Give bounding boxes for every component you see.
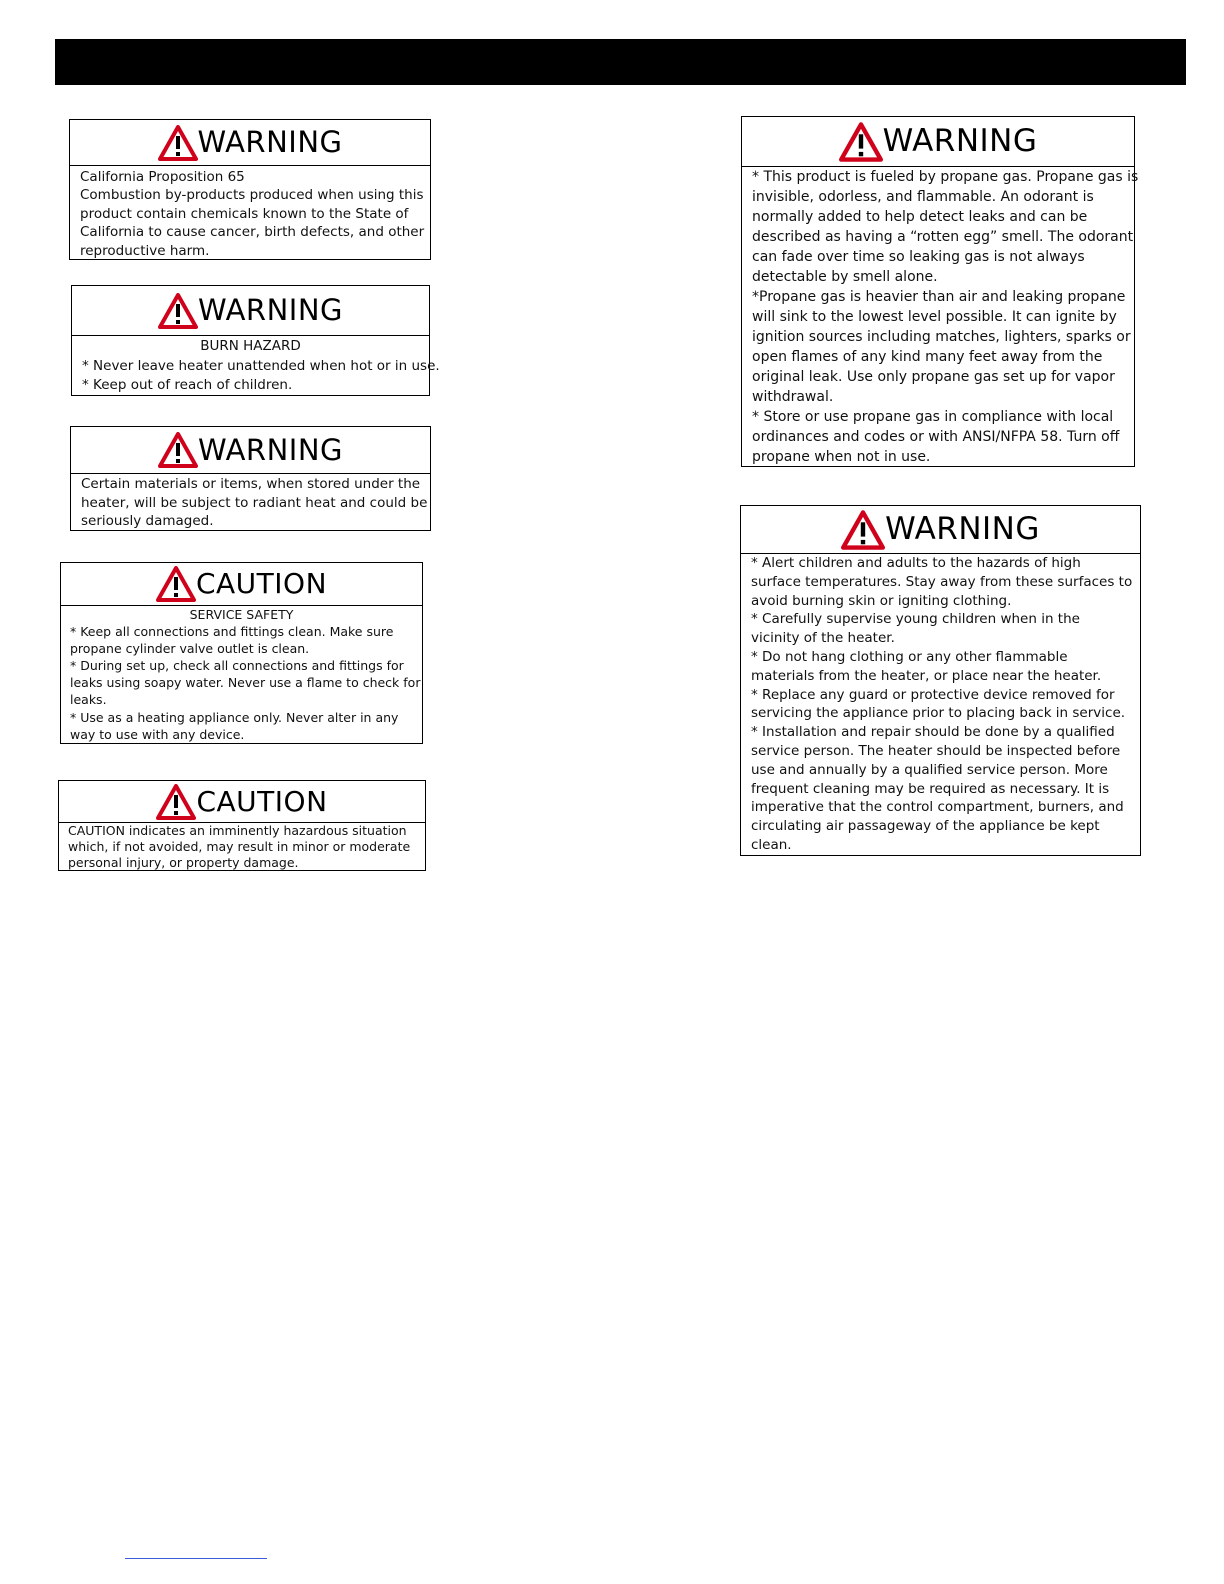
label-title: WARNING xyxy=(198,293,343,327)
label-header xyxy=(71,427,430,474)
label-body xyxy=(742,167,1139,467)
label-line: ignition sources including matches, lighters, sparks or xyxy=(752,329,1131,345)
label-body xyxy=(71,474,430,532)
label-line: * Use as a heating appliance only. Never alter in any xyxy=(70,709,399,725)
warning-label-burn-hazard xyxy=(71,285,440,396)
label-line: * Store or use propane gas in compliance with local xyxy=(752,409,1114,425)
label-line: Combustion by-products produced when using this xyxy=(80,187,424,204)
label-body xyxy=(72,336,440,397)
label-header xyxy=(59,781,425,823)
label-line: leaks. xyxy=(70,692,107,708)
label-line: circulating air passageway of the appliance be kept xyxy=(751,818,1100,835)
warning-triangle-icon xyxy=(156,784,196,820)
label-line: avoid burning skin or igniting clothing. xyxy=(751,592,1012,609)
label-body xyxy=(70,166,430,262)
label-line: product contain chemicals known to the State of xyxy=(80,205,409,222)
warning-triangle-icon xyxy=(158,125,198,161)
label-line: California to cause cancer, birth defects, and other xyxy=(80,224,425,241)
label-line: heater, will be subject to radiant heat and could be xyxy=(81,494,428,511)
label-line: * Installation and repair should be done by a qualified xyxy=(751,724,1115,741)
label-header xyxy=(741,506,1140,554)
label-title: WARNING xyxy=(885,511,1040,547)
label-line: * Keep out of reach of children. xyxy=(82,377,293,393)
label-header xyxy=(742,117,1134,167)
label-line: California Proposition 65 xyxy=(80,169,245,185)
warning-triangle-icon xyxy=(839,122,883,162)
warning-label-prop65 xyxy=(69,119,431,260)
label-line: propane cylinder valve outlet is clean. xyxy=(70,641,310,657)
label-line: surface temperatures. Stay away from these surfaces to xyxy=(751,573,1133,590)
warning-triangle-icon xyxy=(158,293,198,329)
label-line: propane when not in use. xyxy=(752,449,931,465)
label-line: frequent cleaning may be required as necessary. It is xyxy=(751,780,1110,797)
label-line: * Carefully supervise young children when in the xyxy=(751,611,1080,628)
label-line: original leak. Use only propane gas set up for vapor xyxy=(752,369,1115,385)
label-line: ordinances and codes or with ANSI/NFPA 58. Turn off xyxy=(752,429,1120,445)
label-line: clean. xyxy=(751,836,792,853)
warning-label-propane xyxy=(741,116,1139,467)
label-line: * Keep all connections and fittings clean. Make sure xyxy=(70,624,394,640)
header-bar xyxy=(55,39,1186,85)
label-line: which, if not avoided, may result in minor or moderate xyxy=(68,839,411,854)
label-body xyxy=(741,554,1140,855)
label-title: WARNING xyxy=(198,432,343,467)
warning-triangle-icon xyxy=(158,432,198,468)
label-line: *Propane gas is heavier than air and leaking propane xyxy=(752,289,1126,305)
label-title: WARNING xyxy=(882,123,1038,159)
label-line: described as having a “rotten egg” smell. The odorant xyxy=(752,229,1134,245)
label-line: invisible, odorless, and flammable. An odorant is xyxy=(752,189,1094,205)
label-title: CAUTION xyxy=(196,784,328,818)
label-line: personal injury, or property damage. xyxy=(68,855,299,870)
label-line: can fade over time so leaking gas is not always xyxy=(752,249,1085,265)
label-line: * This product is fueled by propane gas. Propane gas is xyxy=(752,169,1139,185)
label-line: * Replace any guard or protective device removed for xyxy=(751,686,1115,703)
warning-label-materials xyxy=(70,426,431,531)
label-line: imperative that the control compartment, burners, and xyxy=(751,799,1124,816)
label-line: seriously damaged. xyxy=(81,513,214,530)
label-subtitle: SERVICE SAFETY xyxy=(189,607,294,622)
label-line: Certain materials or items, when stored under the xyxy=(81,476,421,492)
label-header xyxy=(70,120,430,166)
label-line: * Never leave heater unattended when hot or in use. xyxy=(82,357,440,374)
label-line: open flames of any kind many feet away from the xyxy=(752,349,1103,365)
label-line: service person. The heater should be inspected before xyxy=(751,742,1121,759)
label-title: CAUTION xyxy=(195,567,328,600)
label-line: will sink to the lowest level possible. It can ignite by xyxy=(752,309,1117,325)
label-body xyxy=(61,606,422,743)
label-line: way to use with any device. xyxy=(70,726,245,742)
caution-label-definition xyxy=(58,780,426,871)
label-line: reproductive harm. xyxy=(80,242,210,259)
label-header xyxy=(61,563,422,606)
caution-label-service-safety xyxy=(60,562,423,744)
label-body xyxy=(59,823,425,871)
label-line: servicing the appliance prior to placing back in service. xyxy=(751,705,1126,722)
label-line: CAUTION indicates an imminently hazardous situation xyxy=(68,823,407,838)
label-subtitle: BURN HAZARD xyxy=(200,338,301,354)
warning-triangle-icon xyxy=(841,510,885,550)
label-line: * Alert children and adults to the hazards of high xyxy=(751,555,1081,571)
label-line: * During set up, check all connections and fittings for xyxy=(70,658,404,674)
label-line: * Do not hang clothing or any other flammable xyxy=(751,648,1068,665)
label-title: WARNING xyxy=(197,125,343,159)
warning-label-hot-surfaces xyxy=(740,505,1141,856)
label-header xyxy=(72,286,429,336)
label-line: use and annually by a qualified service person. More xyxy=(751,761,1108,778)
label-line: materials from the heater, or place near the heater. xyxy=(751,667,1102,684)
label-line: withdrawal. xyxy=(752,389,834,405)
label-line: leaks using soapy water. Never use a flame to check for xyxy=(70,675,421,691)
label-line: normally added to help detect leaks and can be xyxy=(752,209,1088,225)
label-line: vicinity of the heater. xyxy=(751,630,895,647)
footer-rule xyxy=(125,1558,267,1559)
label-line: detectable by smell alone. xyxy=(752,269,938,285)
warning-triangle-icon xyxy=(156,566,196,602)
